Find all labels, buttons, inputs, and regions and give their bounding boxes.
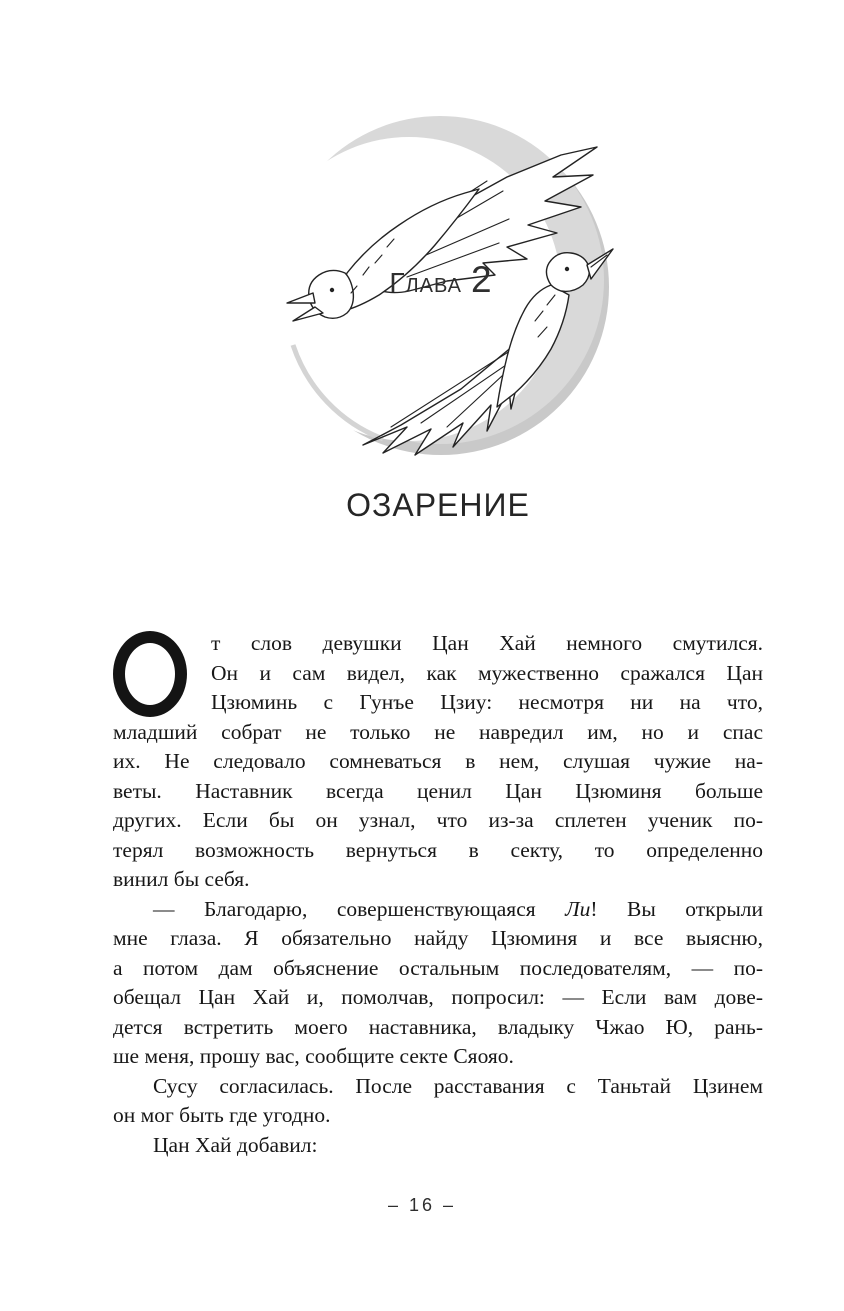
text-line: Сусу согласилась. После расставания с Таньтай Цзинем	[153, 1073, 763, 1098]
text-line: дется встретить моего наставника, владыку Чжао Ю, рань-	[113, 1014, 763, 1039]
text-line: он мог быть где угодно.	[113, 1103, 331, 1127]
chapter-number: 2	[471, 259, 493, 300]
paragraph	[113, 895, 763, 1072]
text-line: Цзюминь с Гунъе Цзиу: несмотря ни на что,	[211, 690, 763, 714]
text-line: т слов девушки Цан Хай немного смутился.	[211, 631, 763, 655]
text-line: — Благодарю, совершенствующаяся Ли! Вы открыли	[153, 896, 764, 921]
text-line: других. Если бы он узнал, что из-за сплетен ученик по-	[113, 808, 763, 832]
text-line: обещал Цан Хай и, помолчав, попросил: — Если вам дове-	[113, 985, 763, 1009]
text-line: их. Не следовало сомневаться в нем, слушая чужие на-	[113, 749, 763, 773]
text-line: терял возможность вернуться в секту, то определенно	[113, 837, 763, 862]
text-line: винил бы себя.	[113, 867, 250, 891]
text-line: Он и сам видел, как мужественно сражался Цан	[211, 660, 763, 685]
body-text	[113, 629, 763, 1160]
text-line: мне глаза. Я обязательно найду Цзюминя и все выясню,	[113, 926, 763, 950]
page-number: – 16 –	[387, 1195, 457, 1215]
drop-cap	[113, 631, 187, 717]
chapter-label	[251, 256, 631, 312]
text-line: веты. Наставник всегда ценил Цан Цзюминя больше	[113, 778, 763, 803]
text-line: Цан Хай добавил:	[153, 1132, 318, 1157]
text-line: ше меня, прошу вас, сообщите секте Сяояо.	[113, 1044, 514, 1068]
text-line: а потом дам объяснение остальным последователям, — по-	[113, 955, 763, 980]
paragraph	[113, 1072, 763, 1131]
page-title: ОЗАРЕНИЕ	[346, 487, 530, 523]
text-line: младший собрат не только не навредил им, но и спас	[113, 719, 763, 744]
chapter-word: Глава	[389, 267, 463, 298]
paragraph	[113, 1131, 763, 1161]
paragraph	[113, 629, 763, 895]
